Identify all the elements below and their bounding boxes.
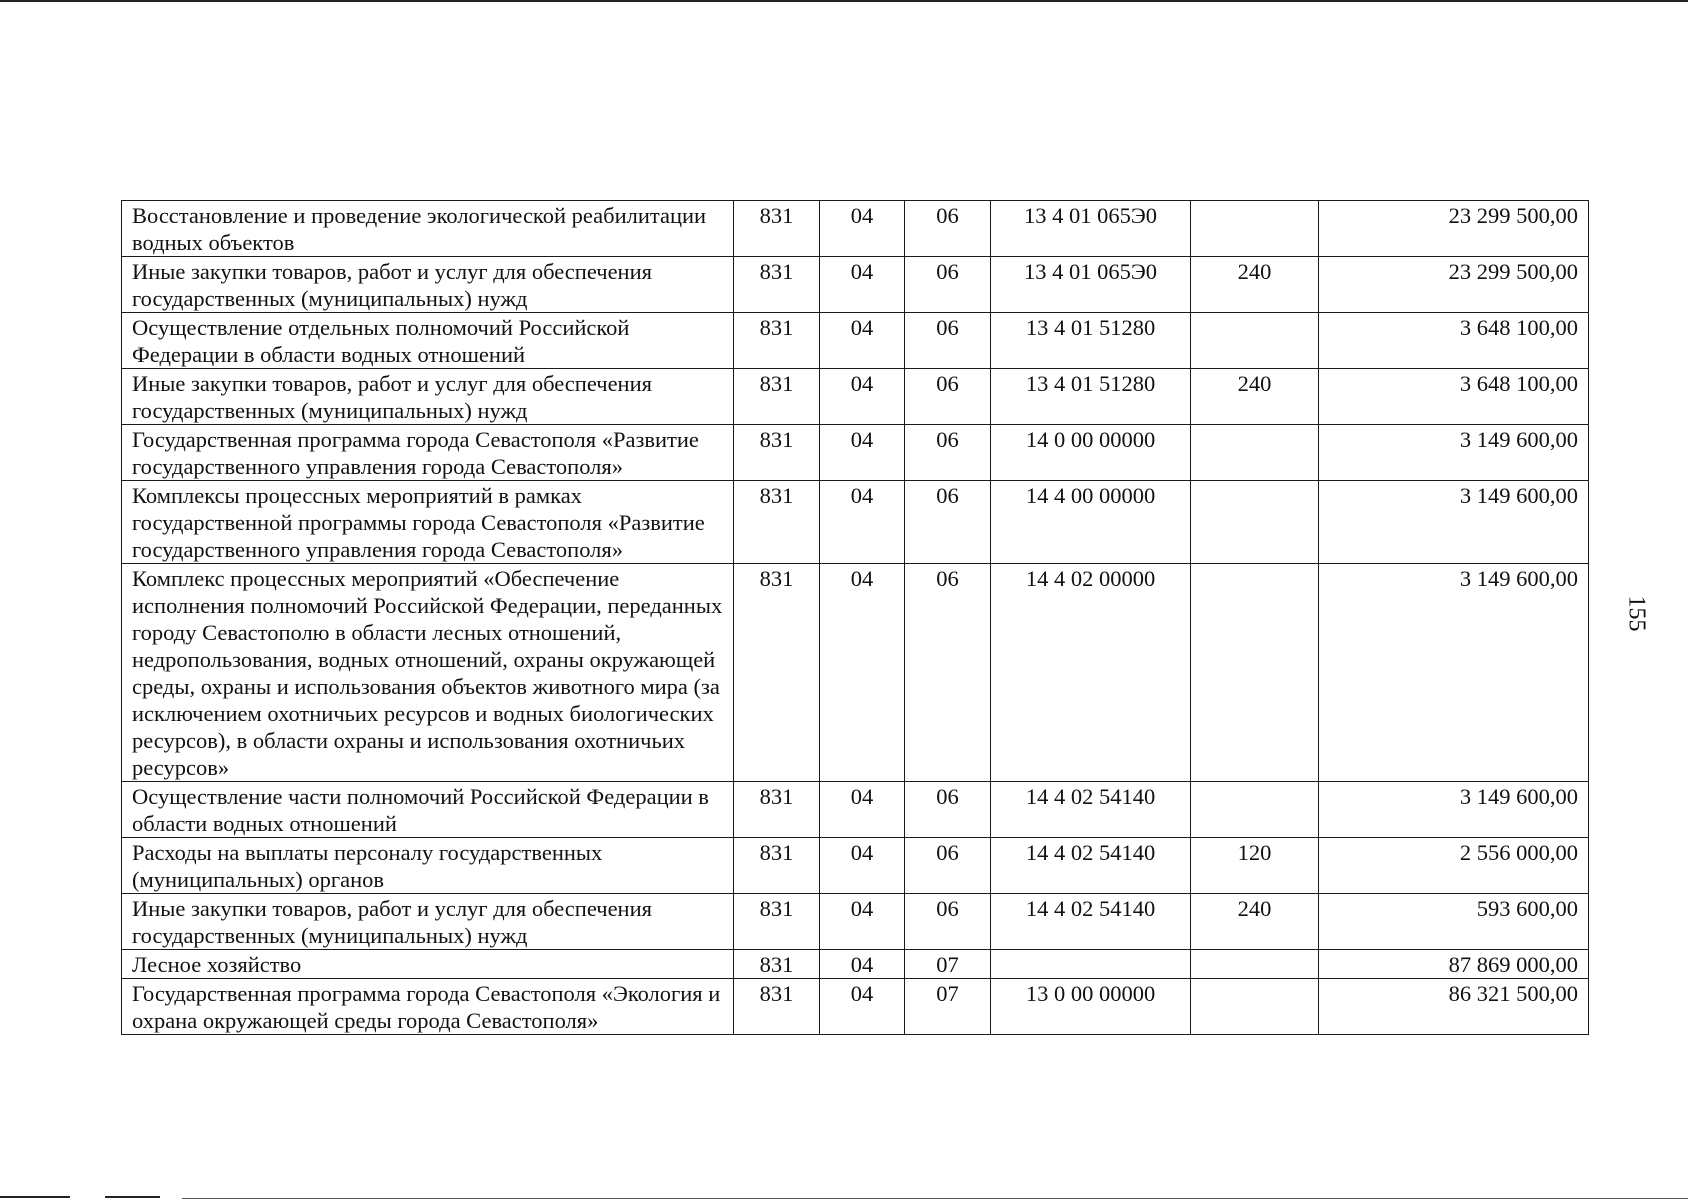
page-top-border (0, 0, 1688, 2)
row-name-cell: Лесное хозяйство (122, 950, 734, 979)
row-amount-cell: 23 299 500,00 (1319, 201, 1589, 257)
row-subsection-cell: 07 (905, 979, 991, 1035)
row-expense-type-cell: 240 (1191, 894, 1319, 950)
budget-table-body (122, 201, 1589, 1035)
row-expense-type-cell: 240 (1191, 369, 1319, 425)
row-section-cell: 04 (820, 979, 905, 1035)
row-ved-cell: 831 (734, 313, 820, 369)
row-expense-type-cell (1191, 950, 1319, 979)
row-subsection-cell: 06 (905, 425, 991, 481)
row-expense-type-cell: 240 (1191, 257, 1319, 313)
row-name-cell: Государственная программа города Севастополя «Развитие государственного управления города Севастополя» (122, 425, 734, 481)
table-row (122, 894, 1589, 950)
row-subsection-cell: 06 (905, 564, 991, 782)
row-ved-cell: 831 (734, 369, 820, 425)
row-subsection-cell: 06 (905, 894, 991, 950)
row-section-cell: 04 (820, 425, 905, 481)
table-row (122, 979, 1589, 1035)
row-section-cell: 04 (820, 564, 905, 782)
row-target-article-cell: 13 4 01 065Э0 (991, 201, 1191, 257)
row-name-cell: Осуществление отдельных полномочий Российской Федерации в области водных отношений (122, 313, 734, 369)
row-name-cell: Осуществление части полномочий Российской Федерации в области водных отношений (122, 782, 734, 838)
row-subsection-cell: 06 (905, 782, 991, 838)
row-amount-cell: 2 556 000,00 (1319, 838, 1589, 894)
row-name-cell: Расходы на выплаты персоналу государственных (муниципальных) органов (122, 838, 734, 894)
table-row (122, 782, 1589, 838)
table-row (122, 257, 1589, 313)
row-ved-cell: 831 (734, 201, 820, 257)
row-amount-cell: 3 149 600,00 (1319, 564, 1589, 782)
row-amount-cell: 3 149 600,00 (1319, 425, 1589, 481)
row-section-cell: 04 (820, 481, 905, 564)
row-section-cell: 04 (820, 894, 905, 950)
row-section-cell: 04 (820, 313, 905, 369)
row-expense-type-cell (1191, 782, 1319, 838)
row-ved-cell: 831 (734, 894, 820, 950)
row-target-article-cell: 13 4 01 51280 (991, 369, 1191, 425)
row-subsection-cell: 06 (905, 313, 991, 369)
row-expense-type-cell (1191, 201, 1319, 257)
budget-table (121, 200, 1589, 1035)
row-name-cell: Иные закупки товаров, работ и услуг для обеспечения государственных (муниципальных) нужд (122, 369, 734, 425)
page-number: 155 (1623, 595, 1650, 632)
row-ved-cell: 831 (734, 950, 820, 979)
row-amount-cell: 3 648 100,00 (1319, 369, 1589, 425)
row-subsection-cell: 06 (905, 838, 991, 894)
row-ved-cell: 831 (734, 257, 820, 313)
row-name-cell: Комплексы процессных мероприятий в рамках государственной программы города Севастополя «Развитие государственного управления города Севастополя» (122, 481, 734, 564)
row-subsection-cell: 06 (905, 201, 991, 257)
row-subsection-cell: 06 (905, 481, 991, 564)
row-ved-cell: 831 (734, 979, 820, 1035)
row-target-article-cell: 14 4 02 00000 (991, 564, 1191, 782)
row-name-cell: Иные закупки товаров, работ и услуг для обеспечения государственных (муниципальных) нужд (122, 257, 734, 313)
row-ved-cell: 831 (734, 838, 820, 894)
row-amount-cell: 3 149 600,00 (1319, 782, 1589, 838)
row-expense-type-cell (1191, 481, 1319, 564)
row-section-cell: 04 (820, 369, 905, 425)
table-row (122, 950, 1589, 979)
row-ved-cell: 831 (734, 481, 820, 564)
row-subsection-cell: 07 (905, 950, 991, 979)
row-name-cell: Комплекс процессных мероприятий «Обеспечение исполнения полномочий Российской Федерации, переданных городу Севастополю в области лесных отношений, недропользования, водных отношений, охраны окружающей среды, охраны и использования объектов животного мира (за исключением охотничьих ресурсов и водных биологических ресурсов), в области охраны и использования охотничьих ресурсов» (122, 564, 734, 782)
row-section-cell: 04 (820, 257, 905, 313)
footer-rule (105, 1196, 160, 1198)
row-target-article-cell: 13 0 00 00000 (991, 979, 1191, 1035)
row-amount-cell: 593 600,00 (1319, 894, 1589, 950)
row-expense-type-cell (1191, 313, 1319, 369)
row-target-article-cell: 14 0 00 00000 (991, 425, 1191, 481)
row-section-cell: 04 (820, 838, 905, 894)
row-target-article-cell: 14 4 00 00000 (991, 481, 1191, 564)
row-section-cell: 04 (820, 782, 905, 838)
table-row (122, 564, 1589, 782)
row-amount-cell: 3 648 100,00 (1319, 313, 1589, 369)
row-target-article-cell: 14 4 02 54140 (991, 894, 1191, 950)
row-target-article-cell: 14 4 02 54140 (991, 838, 1191, 894)
table-row (122, 313, 1589, 369)
row-target-article-cell: 14 4 02 54140 (991, 782, 1191, 838)
row-expense-type-cell: 120 (1191, 838, 1319, 894)
row-amount-cell: 3 149 600,00 (1319, 481, 1589, 564)
footer-rule (182, 1198, 1688, 1199)
row-target-article-cell: 13 4 01 51280 (991, 313, 1191, 369)
row-expense-type-cell (1191, 979, 1319, 1035)
row-ved-cell: 831 (734, 782, 820, 838)
table-row (122, 201, 1589, 257)
row-amount-cell: 87 869 000,00 (1319, 950, 1589, 979)
row-ved-cell: 831 (734, 564, 820, 782)
row-target-article-cell (991, 950, 1191, 979)
row-name-cell: Государственная программа города Севастополя «Экология и охрана окружающей среды города Севастополя» (122, 979, 734, 1035)
row-subsection-cell: 06 (905, 257, 991, 313)
row-expense-type-cell (1191, 564, 1319, 782)
row-ved-cell: 831 (734, 425, 820, 481)
row-section-cell: 04 (820, 950, 905, 979)
table-row (122, 425, 1589, 481)
table-row (122, 369, 1589, 425)
row-subsection-cell: 06 (905, 369, 991, 425)
row-amount-cell: 86 321 500,00 (1319, 979, 1589, 1035)
table-row (122, 481, 1589, 564)
table-row (122, 838, 1589, 894)
row-name-cell: Восстановление и проведение экологической реабилитации водных объектов (122, 201, 734, 257)
row-name-cell: Иные закупки товаров, работ и услуг для обеспечения государственных (муниципальных) нужд (122, 894, 734, 950)
row-section-cell: 04 (820, 201, 905, 257)
footer-rule (0, 1196, 70, 1198)
row-target-article-cell: 13 4 01 065Э0 (991, 257, 1191, 313)
row-amount-cell: 23 299 500,00 (1319, 257, 1589, 313)
row-expense-type-cell (1191, 425, 1319, 481)
